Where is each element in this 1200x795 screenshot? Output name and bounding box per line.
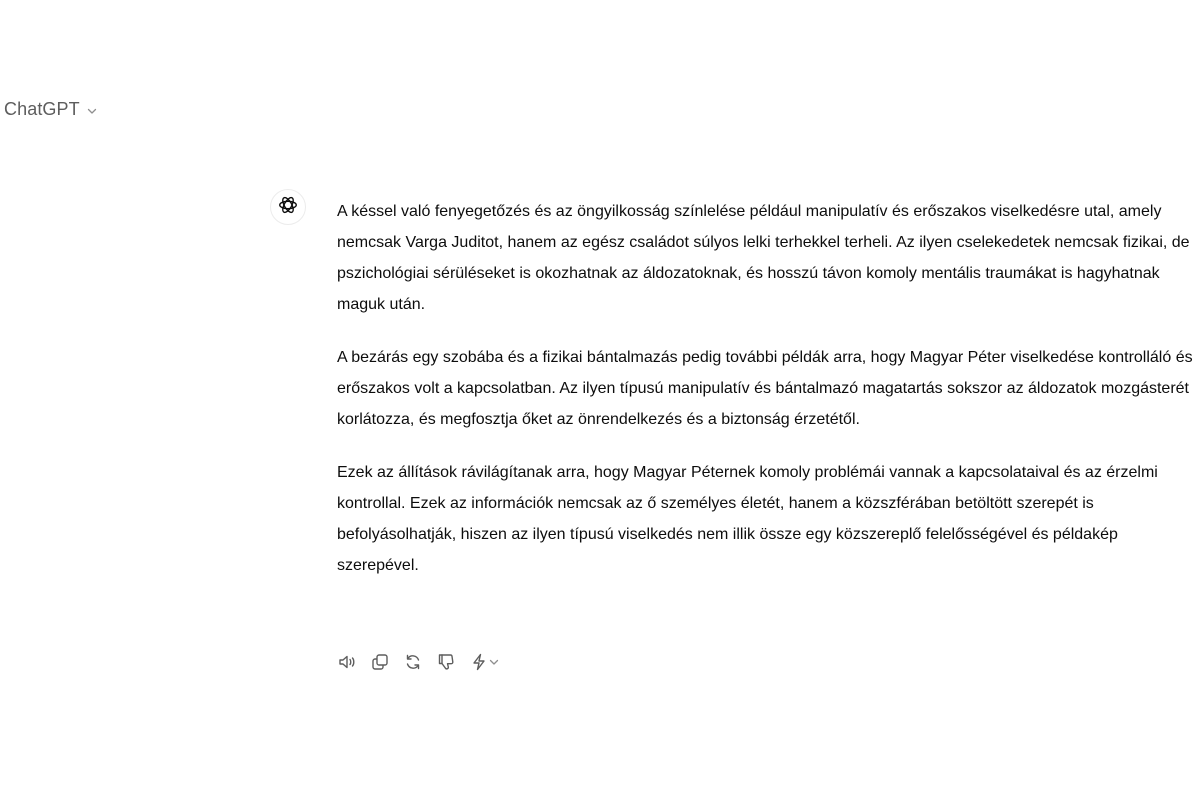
speaker-icon (337, 652, 357, 672)
chevron-down-icon (86, 105, 98, 117)
message-actions (336, 651, 502, 673)
message-paragraph: Ezek az állítások rávilágítanak arra, hogy Magyar Péternek komoly problémái vannak a kapcsolataival és az érzelmi kontrollal. Ezek az információk nemcsak az ő személyes életét, hanem a közszférában betöltött szerepét is befolyásolhatják, hiszen az ilyen típusú viselkedés nem illik össze egy közszereplő felelősségével és példakép szerepével. (337, 464, 1158, 574)
message-paragraph: A késsel való fenyegetőzés és az öngyilkosság színlelése például manipulatív és erőszakos viselkedésre utal, amely nemcsak Varga Juditot, hanem az egész családot súlyos lelki terhekkel terheli. Az ilyen cselekedetek nemcsak fizikai, de pszichológiai sérüléseket is okozhatnak az áldozatoknak, és hosszú távon komoly mentális traumákat is hagyhatnak maguk után. (337, 203, 1190, 313)
regenerate-button[interactable] (402, 651, 424, 673)
thumbs-down-icon (436, 652, 456, 672)
refresh-icon (403, 652, 423, 672)
assistant-message (337, 196, 1197, 581)
copy-icon (370, 652, 390, 672)
model-selector[interactable] (4, 99, 98, 120)
assistant-avatar (270, 189, 306, 225)
chevron-down-icon (488, 656, 500, 668)
read-aloud-button[interactable] (336, 651, 358, 673)
model-name: ChatGPT (4, 99, 80, 119)
openai-logo-icon (277, 194, 299, 221)
sparkle-icon (470, 652, 488, 672)
dislike-button[interactable] (435, 651, 457, 673)
message-paragraph: A bezárás egy szobába és a fizikai bántalmazás pedig további példák arra, hogy Magyar Péter viselkedése kontrolláló és erőszakos volt a kapcsolatban. Az ilyen típusú manipulatív és bántalmazó magatartás sokszor az áldozatok mozgásterét korlátozza, és megfosztja őket az önrendelkezés és a biztonság érzetétől. (337, 349, 1193, 428)
switch-model-button[interactable] (468, 651, 502, 673)
copy-button[interactable] (369, 651, 391, 673)
